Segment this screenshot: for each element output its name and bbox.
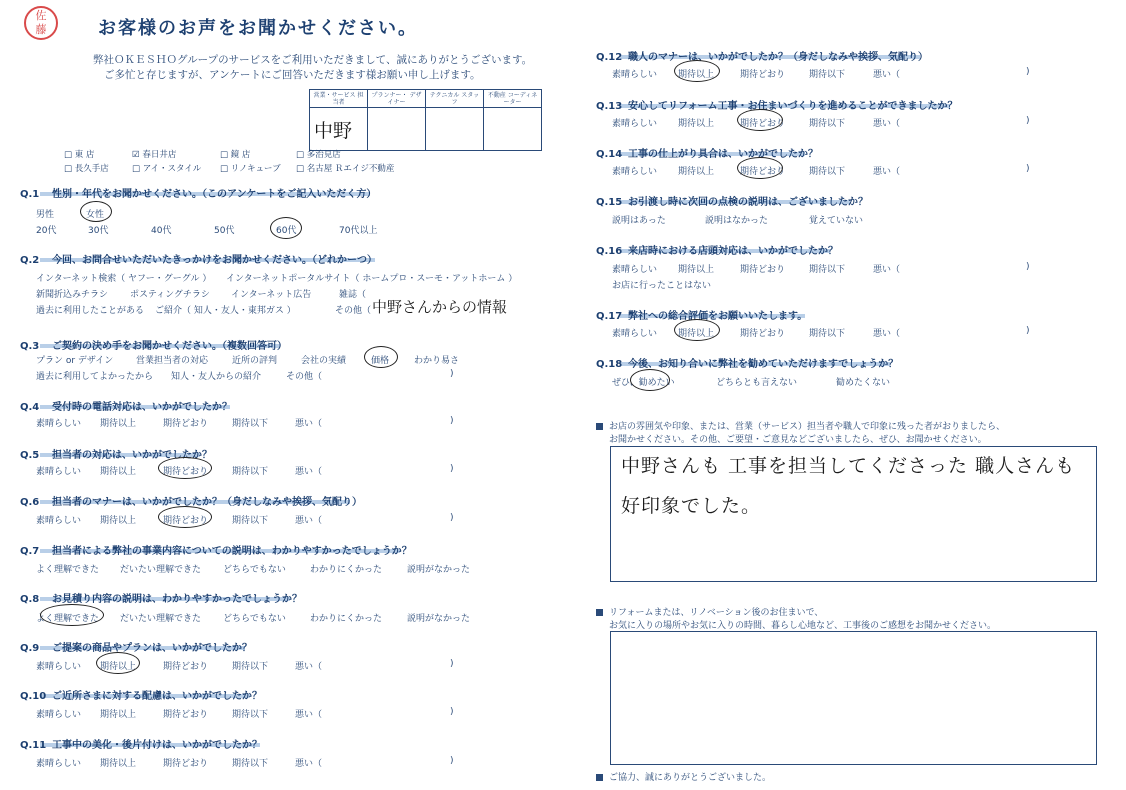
q13-heading: Q.13 安心してリフォーム工事・お住まいづくりを進めることができましたか？ [596,101,958,112]
q13-opt-above-expectation[interactable]: 期待以上 [678,119,715,129]
q18-opt-definitely[interactable]: ぜひ、勧めたい [612,378,675,388]
q1-gender-answer-circle [80,201,112,222]
q1-age-answer-circle [270,217,302,239]
q6-answer-circle [158,506,212,528]
comment1-handwritten-line-2: 好印象でした。 [621,495,762,517]
q13-answer-circle [737,109,786,131]
q16-opt-below-expectation[interactable]: 期待以下 [809,265,846,275]
intro-line-1: 弊社ＯＫＥＳＨＯグループのサービスをご利用いただきまして、誠にありがとうございます。 [93,54,533,66]
q5-opt-as-expected[interactable]: 期待どおり [163,467,209,477]
q16-opt-above-expectation[interactable]: 期待以上 [678,265,715,275]
q18-opt-would-not[interactable]: 勧めたくない [836,378,891,388]
q8-opt-understood-well[interactable]: よく理解できた [36,614,100,624]
store-renocube[interactable]: □ リノキューブ [220,164,281,174]
q10-opt-close-paren: ) [450,707,454,717]
q1-heading: Q.1 性別・年代をお聞かせください。（このアンケートをご記入いただく方） [20,189,377,200]
q12-opt-below-expectation[interactable]: 期待以下 [809,70,846,80]
q5-opt-close-paren: ) [450,464,454,474]
q12-opt-excellent[interactable]: 素晴らしい [612,70,658,80]
q3-opt-plan-design[interactable]: プラン or デザイン [36,356,114,366]
q11-opt-poor[interactable]: 悪い（ [295,759,323,769]
q17-opt-as-expected[interactable]: 期待どおり [740,329,786,339]
q9-opt-poor[interactable]: 悪い（ [295,662,323,672]
staff-cell-sales[interactable] [310,108,368,151]
q2-opt-other[interactable]: その他（ [335,306,372,316]
q4-heading: Q.4 受付時の電話対応は、いかがでしたか？ [20,402,232,413]
comment1-prompt-line-2: お聞かせください。その他、ご要望・ご意見などございましたら、ぜひ、お聞かせください。 [609,435,987,445]
q4-opt-as-expected[interactable]: 期待どおり [163,419,209,429]
q2-opt-posting-flyer[interactable]: ポスティングチラシ [130,290,210,300]
staff-cell-technical[interactable] [426,108,484,151]
q5-heading: Q.5 担当者の対応は、いかがでしたか？ [20,450,212,461]
q10-opt-poor[interactable]: 悪い（ [295,710,323,720]
q10-heading: Q.10 ご近所さまに対する配慮は、いかがでしたか？ [20,691,262,702]
q3-heading: Q.3 ご契約の決め手をお聞かせください。（複数回答可） [20,341,287,352]
q10-opt-as-expected[interactable]: 期待どおり [163,710,209,720]
staff-cell-realestate[interactable] [484,108,542,151]
q4-opt-above-expectation[interactable]: 期待以上 [100,419,137,429]
q8-opt-mostly-understood[interactable]: だいたい理解できた [120,614,202,624]
q3-opt-other[interactable]: その他（ [286,372,323,382]
staff-col-technical: テクニカル スタッフ [426,90,484,108]
q14-opt-close-paren: ) [1026,164,1030,174]
q2-heading: Q.2 今回、お問合せいただいたきっかけをお聞かせください。（どれかーつ） [20,255,377,266]
page-title: お客様のお声をお聞かせください。 [98,18,418,39]
q16-opt-close-paren: ) [1026,262,1030,272]
q9-opt-excellent[interactable]: 素晴らしい [36,662,82,672]
q8-opt-no-explanation[interactable]: 説明がなかった [407,614,471,624]
q14-opt-as-expected[interactable]: 期待どおり [740,167,786,177]
q17-answer-circle [674,319,720,341]
handwritten-staff-name: 中野 [314,119,353,142]
q8-heading: Q.8 お見積り内容の説明は、わかりやすかったでしょうか？ [20,594,302,605]
comment2-textarea[interactable] [610,631,1097,765]
q16-opt-excellent[interactable]: 素晴らしい [612,265,658,275]
q2-opt-internet-ad[interactable]: インターネット広告 [231,290,312,300]
q7-opt-hard-to-understand[interactable]: わかりにくかった [310,565,383,575]
q12-answer-circle [674,60,720,82]
q10-opt-below-expectation[interactable]: 期待以下 [232,710,269,720]
store-kagami[interactable]: □ 鏡 店 [220,150,251,160]
q1-gender-female[interactable]: 女性 [86,210,105,220]
q14-opt-excellent[interactable]: 素晴らしい [612,167,658,177]
q3-opt-price[interactable]: 価格 [371,356,390,366]
q1-age-60s[interactable]: 60代 [276,226,297,236]
q5-opt-poor[interactable]: 悪い（ [295,467,323,477]
footer-bullet-icon [596,774,603,781]
footer-thanks: ご協力、誠にありがとうございました。 [596,770,771,783]
q7-heading: Q.7 担当者による弊社の事業内容についての説明は、わかりやすかったでしょうか？ [20,546,412,557]
q13-opt-as-expected[interactable]: 期待どおり [740,119,786,129]
q1-age-20s[interactable]: 20代 [36,226,57,236]
q10-opt-above-expectation[interactable]: 期待以上 [100,710,137,720]
q9-opt-close-paren: ) [450,659,454,669]
q12-opt-above-expectation[interactable]: 期待以上 [678,70,715,80]
q6-opt-excellent[interactable]: 素晴らしい [36,516,82,526]
q2-opt-referral[interactable]: ご紹介（ 知人・友人・東邦ガス ） [155,306,296,316]
q9-answer-circle [96,652,140,674]
q13-opt-close-paren: ) [1026,116,1030,126]
q11-opt-above-expectation[interactable]: 期待以上 [100,759,137,769]
store-tajimi[interactable]: □ 多治見店 [296,150,341,160]
store-nagoya-r-age[interactable]: □ 名古屋 Ｒエイジ不動産 [296,164,395,174]
q9-opt-below-expectation[interactable]: 期待以下 [232,662,269,672]
q8-opt-neutral[interactable]: どちらでもない [223,614,286,624]
q2-handwritten-other: 中野さんからの情報 [372,298,508,316]
q7-opt-mostly-understood[interactable]: だいたい理解できた [120,565,202,575]
q18-heading: Q.18 今後、お知り合いに弊社を勧めていただけますでしょうか？ [596,359,899,370]
q17-heading: Q.17 弊社への総合評価をお願いいたします。 [596,311,808,322]
q8-answer-circle [40,604,104,626]
q15-heading: Q.15 お引渡し時に次回の点検の説明は、ございましたか？ [596,197,868,208]
comment1-textarea[interactable] [610,446,1097,582]
q6-heading: Q.6 担当者のマナーは、いかがでしたか？（身だしなみや挨拶、気配り） [20,497,362,508]
q13-opt-poor[interactable]: 悪い（ [873,119,901,129]
q3-other-close-paren: ) [450,369,454,379]
comment1-bullet-icon [596,423,603,430]
q3-opt-sales-response[interactable]: 営業担当者の対応 [136,356,209,366]
comment2-prompt-line-2: お気に入りの場所やお気に入りの時間、暮らし心地など、工事後のご感想をお聞かせください。 [609,621,997,631]
q17-opt-excellent[interactable]: 素晴らしい [612,329,658,339]
q9-heading: Q.9 ご提案の商品やプランは、いかがでしたか？ [20,643,252,654]
q3-opt-track-record[interactable]: 会社の実績 [301,356,347,366]
q11-opt-close-paren: ) [450,756,454,766]
q15-opt-dont-remember[interactable]: 覚えていない [809,216,864,226]
staff-table [309,89,542,151]
q3-opt-reputation[interactable]: 近所の評判 [232,356,278,366]
staff-col-realestate: 不動産 コーディネーター [484,90,542,108]
comment1-handwritten-line-1: 中野さんも 工事を担当してくださった 職人さんも [621,455,1076,477]
comment2-bullet-icon [596,609,603,616]
q6-opt-above-expectation[interactable]: 期待以上 [100,516,137,526]
q2-opt-internet-search[interactable]: インターネット検索（ ヤフー・グーグル ） [36,274,212,284]
q14-answer-circle [737,157,786,179]
q15-opt-explained[interactable]: 説明はあった [612,216,666,226]
q8-opt-hard-to-understand[interactable]: わかりにくかった [310,614,383,624]
store-higashi[interactable]: □ 東 店 [64,150,95,160]
q6-opt-as-expected[interactable]: 期待どおり [163,516,209,526]
q2-opt-portal-site[interactable]: インターネットポータルサイト（ ホームプロ・スーモ・アットホーム ） [226,274,518,284]
staff-cell-planner[interactable] [368,108,426,151]
q18-opt-neutral[interactable]: どちらとも言えない [716,378,798,388]
q12-heading: Q.12 職人のマナーは、いかがでしたか？（身だしなみや挨拶、気配り） [596,52,928,63]
q2-opt-magazine[interactable]: 雑誌（ [339,290,367,300]
q1-age-30s[interactable]: 30代 [88,226,109,236]
q11-heading: Q.11 工事中の美化・後片付けは、いかがでしたか？ [20,740,262,751]
q14-heading: Q.14 工事の仕上がり具合は、いかがでしたか？ [596,149,818,160]
q6-opt-below-expectation[interactable]: 期待以下 [232,516,269,526]
q17-opt-poor[interactable]: 悪い（ [873,329,901,339]
q16-opt-as-expected[interactable]: 期待どおり [740,265,786,275]
q5-opt-below-expectation[interactable]: 期待以下 [232,467,269,477]
q11-opt-excellent[interactable]: 素晴らしい [36,759,82,769]
q13-opt-below-expectation[interactable]: 期待以下 [809,119,846,129]
comment2-prompt-line-1: リフォームまたは、リノベーション後のお住まいで、 [596,605,823,618]
q4-opt-poor[interactable]: 悪い（ [295,419,323,429]
q5-answer-circle [158,457,212,479]
q14-opt-above-expectation[interactable]: 期待以上 [678,167,715,177]
store-kasugai[interactable]: ☑ 春日井店 [132,150,177,160]
comment1-prompt-line-1: お店の雰囲気や印象、または、営業（サービス）担当者や職人で印象に残った者がおりましたら、 [596,419,1005,432]
q4-opt-close-paren: ) [450,416,454,426]
q1-age-50s[interactable]: 50代 [214,226,235,236]
q6-opt-close-paren: ) [450,513,454,523]
q12-opt-as-expected[interactable]: 期待どおり [740,70,786,80]
staff-col-planner: プランナー・ デザイナー [368,90,426,108]
store-istyle[interactable]: □ アイ・スタイル [132,164,202,174]
q4-opt-below-expectation[interactable]: 期待以下 [232,419,269,429]
q7-opt-no-explanation[interactable]: 説明がなかった [407,565,471,575]
q17-opt-below-expectation[interactable]: 期待以下 [809,329,846,339]
q3-opt-past-good[interactable]: 過去に利用してよかったから [36,372,154,382]
store-nagakute[interactable]: □ 長久手店 [64,164,109,174]
q1-age-40s[interactable]: 40代 [151,226,172,236]
q3-opt-clarity[interactable]: わかり易さ [414,356,460,366]
q12-opt-close-paren: ) [1026,67,1030,77]
q7-opt-neutral[interactable]: どちらでもない [223,565,286,575]
q2-opt-past-use[interactable]: 過去に利用したことがある [36,306,145,316]
q18-answer-circle [630,369,670,391]
name-seal-stamp: 佐 藤 [24,6,58,40]
q9-opt-above-expectation[interactable]: 期待以上 [100,662,137,672]
q17-opt-above-expectation[interactable]: 期待以上 [678,329,715,339]
q4-opt-excellent[interactable]: 素晴らしい [36,419,82,429]
q15-opt-not-explained[interactable]: 説明はなかった [705,216,769,226]
q16-opt-poor[interactable]: 悪い（ [873,265,901,275]
intro-line-2: ご多忙と存じますが、アンケートにご回答いただきます様お願い申し上げます。 [104,69,481,81]
q3-opt-acquaintance[interactable]: 知人・友人からの紹介 [171,372,262,382]
q12-opt-poor[interactable]: 悪い（ [873,70,901,80]
q14-opt-poor[interactable]: 悪い（ [873,167,901,177]
q9-opt-as-expected[interactable]: 期待どおり [163,662,209,672]
q5-opt-excellent[interactable]: 素晴らしい [36,467,82,477]
q13-opt-excellent[interactable]: 素晴らしい [612,119,658,129]
staff-col-sales: 営業・サービス 担当者 [310,90,368,108]
q5-opt-above-expectation[interactable]: 期待以上 [100,467,137,477]
q1-age-70plus[interactable]: 70代以上 [339,226,378,236]
q14-opt-below-expectation[interactable]: 期待以下 [809,167,846,177]
q10-opt-excellent[interactable]: 素晴らしい [36,710,82,720]
q16-opt-never-visited[interactable]: お店に行ったことはない [612,281,712,291]
q6-opt-poor[interactable]: 悪い（ [295,516,323,526]
q11-opt-below-expectation[interactable]: 期待以下 [232,759,269,769]
q16-heading: Q.16 来店時における店頭対応は、いかがでしたか？ [596,246,838,257]
q2-opt-newspaper-flyer[interactable]: 新聞折込みチラシ [36,290,109,300]
q17-opt-close-paren: ) [1026,326,1030,336]
q7-opt-understood-well[interactable]: よく理解できた [36,565,100,575]
q1-gender-male[interactable]: 男性 [36,210,55,220]
q3-answer-circle [364,346,398,368]
q11-opt-as-expected[interactable]: 期待どおり [163,759,209,769]
